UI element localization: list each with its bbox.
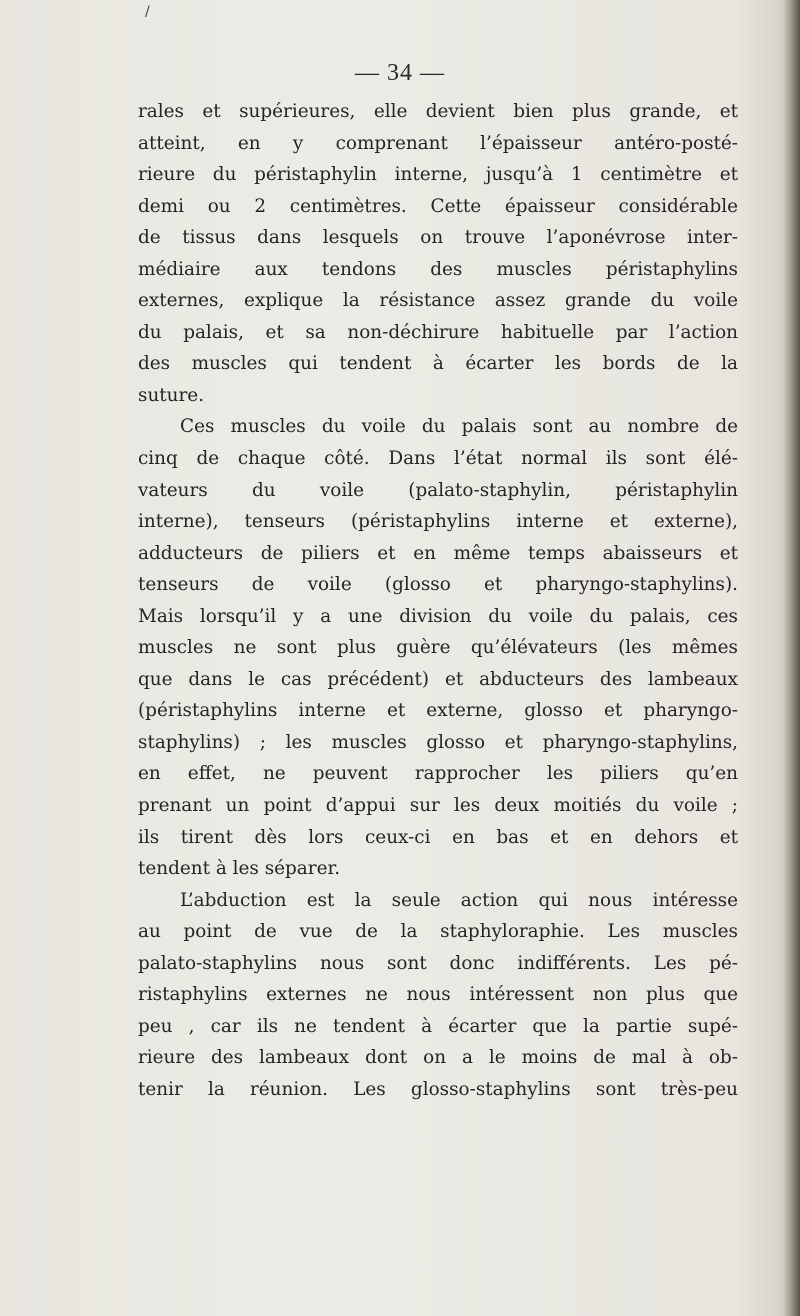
text-line: peu , car ils ne tendent à écarter que la partie supé- [138,1015,738,1037]
text-line: du palais, et sa non-déchirure habituelle par l’action [138,321,738,343]
text-line: vateurs du voile (palato-staphylin, péristaphylin [138,479,738,501]
text-line: ristaphylins externes ne nous intéressent non plus que [138,984,738,1006]
text-line: que dans le cas précédent) et abducteurs des lambeaux [138,668,738,690]
text-line: Mais lorsqu’il y a une division du voile du palais, ces [138,605,738,627]
body-text [138,96,738,1106]
page-binding-edge [784,0,800,1316]
text-line: suture. [138,384,205,406]
text-line: tenir la réunion. Les glosso-staphylins sont très-peu [138,1078,738,1100]
text-line: Ces muscles du voile du palais sont au nombre de [180,416,738,438]
text-line: externes, explique la résistance assez grande du voile [138,290,738,312]
page-number-header: — 34 — [355,60,445,86]
text-line: interne), tenseurs (péristaphylins interne et externe), [138,511,738,533]
text-line: rieure des lambeaux dont on a le moins de mal à ob- [138,1047,738,1069]
margin-mark: / [145,4,150,20]
text-line: médiaire aux tendons des muscles péristaphylins [138,258,738,280]
text-line: en effet, ne peuvent rapprocher les piliers qu’en [138,763,738,785]
text-line: tenseurs de voile (glosso et pharyngo-staphylins). [138,574,738,596]
text-line: prenant un point d’appui sur les deux moitiés du voile ; [138,795,738,817]
text-line: (péristaphylins interne et externe, glosso et pharyngo- [138,700,738,722]
text-line: demi ou 2 centimètres. Cette épaisseur considérable [138,195,738,217]
text-line: staphylins) ; les muscles glosso et pharyngo-staphylins, [138,731,738,753]
text-line: ils tirent dès lors ceux-ci en bas et en dehors et [138,826,738,848]
text-line: atteint, en y comprenant l’épaisseur antéro-posté- [138,132,738,154]
text-line: tendent à les séparer. [138,858,341,880]
text-line: cinq de chaque côté. Dans l’état normal ils sont élé- [138,448,738,470]
text-line: au point de vue de la staphyloraphie. Les muscles [138,921,738,943]
text-line: L’abduction est la seule action qui nous intéresse [180,889,738,911]
text-line: rieure du péristaphylin interne, jusqu’à 1 centimètre et [138,164,738,186]
text-line: de tissus dans lesquels on trouve l’aponévrose inter- [138,227,738,249]
text-line: adducteurs de piliers et en même temps abaisseurs et [138,542,738,564]
text-line: rales et supérieures, elle devient bien plus grande, et [138,101,738,122]
text-line: palato-staphylins nous sont donc indifférents. Les pé- [138,952,738,974]
text-line: muscles ne sont plus guère qu’élévateurs (les mêmes [138,637,738,659]
text-line: des muscles qui tendent à écarter les bords de la [138,353,738,375]
